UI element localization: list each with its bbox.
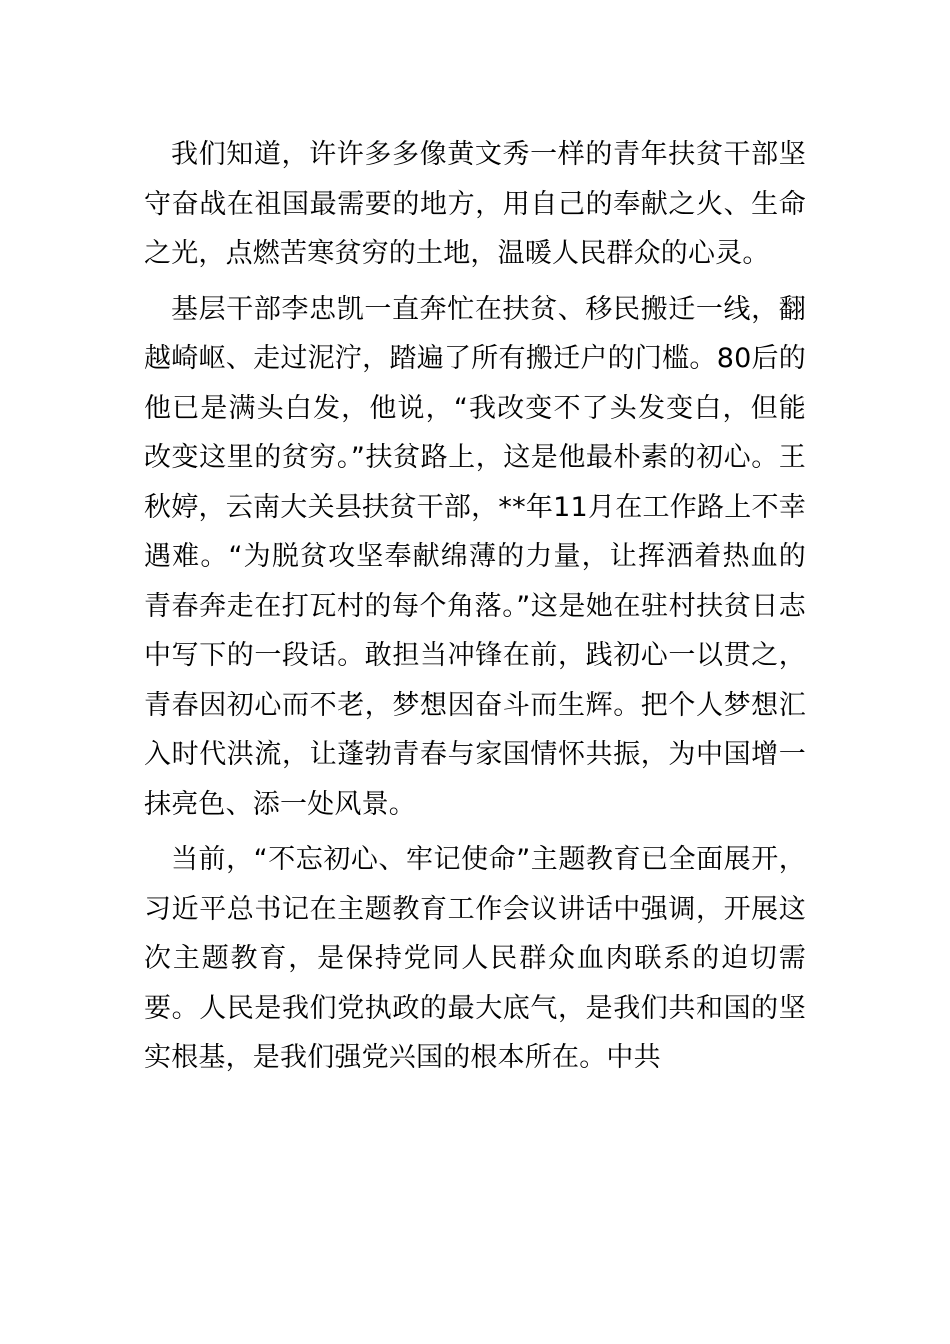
paragraph-3: 当前，“不忘初心、牢记使命”主题教育已全面展开，习近平总书记在主题教育工作会议讲话中强调，开展这次主题教育，是保持党同人民群众血肉联系的迫切需要。人民是我们党执政的最大底气，是我们共和国的坚实根基，是我们强党兴国的根本所在。中共 — [144, 844, 806, 1073]
document-body — [144, 130, 806, 1089]
paragraph-1: 我们知道，许许多多像黄文秀一样的青年扶贫干部坚守奋战在祖国最需要的地方，用自己的奉献之火、生命之光，点燃苦寒贫穷的土地，温暖人民群众的心灵。 — [144, 139, 806, 269]
paragraph-2: 基层干部李忠凯一直奔忙在扶贫、移民搬迁一线，翻越崎岖、走过泥泞，踏遍了所有搬迁户的门槛。80后的他已是满头白发，他说，“我改变不了头发变白，但能改变这里的贫穷。”扶贫路上，这是他最朴素的初心。王秋婷，云南大关县扶贫干部，**年11月在工作路上不幸遇难。“为脱贫攻坚奉献绵薄的力量，让挥洒着热血的青春奔走在打瓦村的每个角落。”这是她在驻村扶贫日志中写下的一段话。敢担当冲锋在前，践初心一以贯之，青春因初心而不老，梦想因奋斗而生辉。把个人梦想汇入时代洪流，让蓬勃青春与家国情怀共振，为中国增一抹亮色、添一处风景。 — [144, 293, 806, 820]
